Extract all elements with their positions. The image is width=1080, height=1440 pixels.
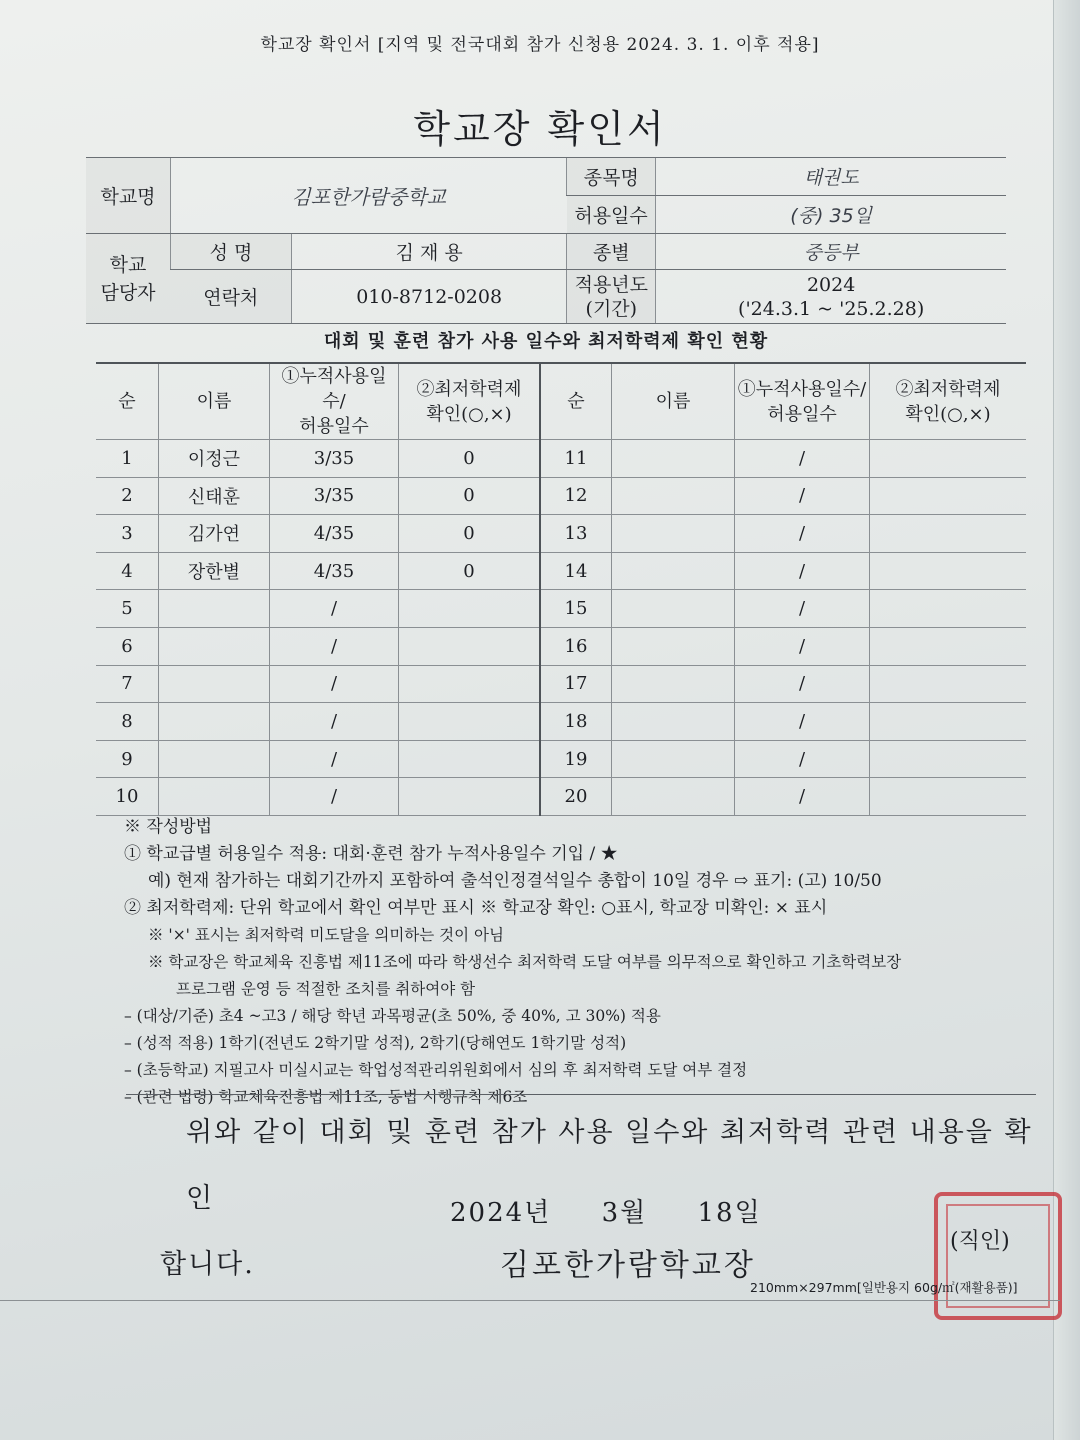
row-check <box>870 703 1027 741</box>
row-no: 2 <box>96 477 159 515</box>
row-no: 7 <box>96 665 159 703</box>
row-no: 18 <box>540 703 612 741</box>
sport-value: 태권도 <box>656 158 1006 196</box>
roster-table <box>96 362 1026 816</box>
row-check <box>399 740 541 778</box>
row-no: 10 <box>96 778 159 816</box>
phone-value: 010-8712-0208 <box>292 270 567 324</box>
row-days: / <box>735 665 870 703</box>
category-value: 중등부 <box>656 234 1006 270</box>
date-year: 2024년 <box>450 1198 552 1228</box>
row-name <box>612 740 735 778</box>
row-name: 이정근 <box>159 440 270 478</box>
header-no-right: 순 <box>540 363 612 440</box>
row-check <box>870 627 1027 665</box>
note-2-b: ※ 학교장은 학교체육 진흥법 제11조에 따라 학생선수 최저학력 도달 여부를 의무적으로 확인하고 기초학력보장 <box>148 953 902 971</box>
row-no: 4 <box>96 552 159 590</box>
row-check <box>399 590 541 628</box>
row-check <box>870 552 1027 590</box>
table-row <box>96 627 1026 665</box>
table-row <box>96 665 1026 703</box>
row-no: 17 <box>540 665 612 703</box>
table-row <box>96 477 1026 515</box>
roster-body <box>96 440 1026 816</box>
note-2-c: 프로그램 운영 등 적절한 조치를 취하여야 함 <box>176 980 476 998</box>
row-check <box>399 627 541 665</box>
header-name-left: 이름 <box>159 363 270 440</box>
header-name-right: 이름 <box>612 363 735 440</box>
row-check <box>870 778 1027 816</box>
row-check <box>870 440 1027 478</box>
page-title: 학교장 확인서 <box>413 107 667 151</box>
row-check <box>870 477 1027 515</box>
phone-label: 연락처 <box>171 270 292 324</box>
row-name <box>159 778 270 816</box>
sport-label: 종목명 <box>567 158 656 196</box>
row-name: 신태훈 <box>159 477 270 515</box>
name-label: 성 명 <box>171 234 292 270</box>
year-cell <box>656 270 1006 324</box>
row-days: / <box>270 740 399 778</box>
row-days: / <box>270 665 399 703</box>
row-name <box>612 477 735 515</box>
row-check <box>870 590 1027 628</box>
row-no: 19 <box>540 740 612 778</box>
row-days: / <box>735 515 870 553</box>
name-value: 김 재 용 <box>292 234 567 270</box>
header-check-right: ②최저학력제 확인(○,×) <box>870 363 1027 440</box>
row-name: 장한별 <box>159 552 270 590</box>
row-name <box>612 703 735 741</box>
row-days: / <box>270 627 399 665</box>
row-name <box>612 627 735 665</box>
row-no: 11 <box>540 440 612 478</box>
row-days: / <box>270 590 399 628</box>
confirmation-line-2: 합니다. <box>160 1249 255 1280</box>
row-no: 9 <box>96 740 159 778</box>
contact-person-label: 학교 담당자 <box>86 234 171 324</box>
row-check <box>399 778 541 816</box>
school-info-table <box>86 157 1006 324</box>
row-name <box>159 740 270 778</box>
note-grades: – (성적 적용) 1학기(전년도 2학기말 성적), 2학기(당해연도 1학기말 성적) <box>124 1034 627 1052</box>
note-1: ① 학교급별 허용일수 적용: 대회·훈련 참가 누적사용일수 기입 / ★ <box>124 844 618 864</box>
issue-date <box>450 1192 802 1229</box>
date-day: 18일 <box>697 1198 762 1228</box>
table-row <box>96 778 1026 816</box>
header-line: 학교장 확인서 [지역 및 전국대회 참가 신청용 2024. 3. 1. 이후 적용] <box>260 35 820 55</box>
note-elementary: – (초등학교) 지필고사 미실시교는 학업성적관리위원회에서 심의 후 최저학력 도달 여부 결정 <box>124 1061 748 1079</box>
row-days: / <box>735 740 870 778</box>
school-value: 김포한가람중학교 <box>171 158 567 234</box>
allowed-days-label: 허용일수 <box>567 196 656 234</box>
row-name <box>612 552 735 590</box>
row-days: / <box>735 477 870 515</box>
table-row <box>96 515 1026 553</box>
row-name <box>612 515 735 553</box>
row-days: / <box>735 552 870 590</box>
date-month: 3월 <box>601 1198 648 1228</box>
row-days: / <box>735 590 870 628</box>
row-days: 3/35 <box>270 440 399 478</box>
row-name <box>612 590 735 628</box>
row-check: 0 <box>399 552 541 590</box>
period-value: ('24.3.1 ~ '25.2.28) <box>738 297 925 320</box>
row-check: 0 <box>399 477 541 515</box>
row-name <box>612 440 735 478</box>
row-days: / <box>735 703 870 741</box>
seal-label: (직인) <box>950 1229 1010 1254</box>
table-row <box>96 440 1026 478</box>
table-row <box>96 590 1026 628</box>
header-days-right: ①누적사용일수/ 허용일수 <box>735 363 870 440</box>
row-check <box>870 515 1027 553</box>
row-check: 0 <box>399 440 541 478</box>
row-no: 6 <box>96 627 159 665</box>
paper-spec: 210mm×297mm[일반용지 60g/㎡(재활용품)] <box>750 1280 1018 1295</box>
row-days: / <box>735 627 870 665</box>
year-label: 적용년도 (기간) <box>567 270 656 324</box>
row-name <box>612 778 735 816</box>
row-no: 5 <box>96 590 159 628</box>
row-no: 3 <box>96 515 159 553</box>
header-check-left: ②최저학력제 확인(○,×) <box>399 363 541 440</box>
row-name <box>612 665 735 703</box>
row-check: 0 <box>399 515 541 553</box>
header-days-left: ①누적사용일수/ 허용일수 <box>270 363 399 440</box>
footer-line <box>0 1300 1060 1301</box>
row-days: / <box>270 703 399 741</box>
note-criteria: – (대상/기준) 초4 ~고3 / 해당 학년 과목평균(초 50%, 중 40%, 고 30%) 적용 <box>124 1007 661 1025</box>
notes-heading: ※ 작성방법 <box>124 817 213 837</box>
row-name <box>159 665 270 703</box>
row-no: 8 <box>96 703 159 741</box>
row-days: / <box>270 778 399 816</box>
row-check <box>399 703 541 741</box>
row-days: 4/35 <box>270 552 399 590</box>
instructions <box>124 814 1034 1111</box>
row-days: / <box>735 778 870 816</box>
note-2-a: ※ '×' 표시는 최저학력 미도달을 의미하는 것이 아님 <box>148 926 504 944</box>
row-name <box>159 703 270 741</box>
row-name <box>159 627 270 665</box>
note-law: – (관련 법령) 학교체육진흥법 제11조, 동법 시행규칙 제6조 <box>124 1088 528 1106</box>
row-no: 13 <box>540 515 612 553</box>
allowed-days-value: (중) 35일 <box>656 196 1006 234</box>
row-check <box>399 665 541 703</box>
row-no: 12 <box>540 477 612 515</box>
row-name: 김가연 <box>159 515 270 553</box>
table-row <box>96 703 1026 741</box>
section-title: 대회 및 훈련 참가 사용 일수와 최저학력제 확인 현황 <box>323 331 769 352</box>
year-value: 2024 <box>806 273 856 296</box>
confirmation-line-1: 위와 같이 대회 및 훈련 참가 사용 일수와 최저학력 관련 내용을 확인 <box>186 1117 1033 1214</box>
principal-name: 김포한가람학교장 <box>500 1248 756 1283</box>
table-row <box>96 552 1026 590</box>
row-name <box>159 590 270 628</box>
row-no: 14 <box>540 552 612 590</box>
row-no: 1 <box>96 440 159 478</box>
school-label: 학교명 <box>86 158 171 234</box>
row-days: 3/35 <box>270 477 399 515</box>
category-label: 종별 <box>567 234 656 270</box>
row-no: 15 <box>540 590 612 628</box>
row-check <box>870 665 1027 703</box>
header-no-left: 순 <box>96 363 159 440</box>
divider <box>126 1094 1036 1095</box>
row-no: 16 <box>540 627 612 665</box>
note-2: ② 최저학력제: 단위 학교에서 확인 여부만 표시 ※ 학교장 확인: ○표시, 학교장 미확인: × 표시 <box>124 898 828 918</box>
row-days: 4/35 <box>270 515 399 553</box>
note-1-example: 예) 현재 참가하는 대회기간까지 포함하여 출석인정결석일수 총합이 10일 경우 ⇨ 표기: (고) 10/50 <box>148 871 882 891</box>
row-check <box>870 740 1027 778</box>
row-days: / <box>735 440 870 478</box>
row-no: 20 <box>540 778 612 816</box>
table-row <box>96 740 1026 778</box>
